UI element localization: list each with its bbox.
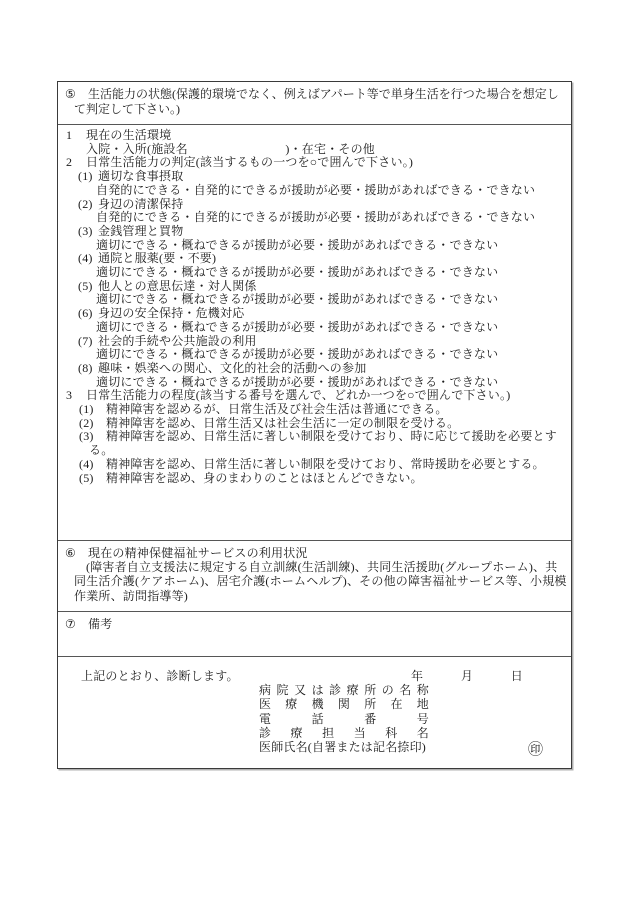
- judgment-item-label: 身辺の安全保持・危機対応: [98, 306, 245, 321]
- current-environment-heading: [66, 129, 567, 143]
- section-6-number: ⑥: [65, 546, 76, 560]
- degree-item-row: [66, 458, 567, 472]
- judgment-item-number: (8): [78, 360, 93, 375]
- degree-item-text: 精神障害を認めるが、日常生活及び社会生活は普通にできる。: [106, 402, 448, 417]
- section-6-heading: [65, 546, 567, 560]
- judgment-item-number: (5): [78, 278, 93, 293]
- section-5-body: [58, 124, 571, 540]
- signature-field-label: 診療担当科名: [259, 725, 429, 740]
- section-7-heading: [65, 617, 567, 631]
- judgment-item-number: (3): [78, 223, 93, 238]
- section-5-number: ⑤: [65, 87, 76, 101]
- judgment-item-label-row: [66, 252, 567, 266]
- degree-item-text: 精神障害を認め、日常生活に著しい制限を受けており、時に応じて援助を必要とする。: [89, 429, 557, 458]
- signature-field-list: [66, 683, 563, 740]
- daily-degree-heading: [66, 389, 567, 403]
- judgment-item-number: (6): [78, 306, 93, 321]
- judgment-item-label-row: [66, 225, 567, 239]
- date-month-label: 月: [460, 669, 474, 683]
- judgment-item-label: 社会的手続や公共施設の利用: [98, 333, 257, 348]
- signature-field-label: 電話番号: [259, 711, 429, 726]
- judgment-item-options: 適切にできる・概ねできるが援助が必要・援助があればできる・できない: [96, 292, 499, 307]
- signature-section: [58, 656, 571, 768]
- degree-item-row: [66, 403, 567, 417]
- section-5-living-ability-header: [58, 82, 571, 124]
- degree-item-number: (1): [79, 402, 94, 417]
- judgment-item-label: 通院と服薬(要・不要): [98, 251, 217, 266]
- diagnosis-statement: 上記のとおり、診断します。: [81, 669, 239, 683]
- degree-item-number: (5): [79, 470, 94, 485]
- judgment-item-label: 適切な食事摂取: [98, 169, 184, 184]
- degree-item-number: (4): [79, 456, 94, 471]
- section-6-welfare-services: [58, 540, 571, 611]
- judgment-item-label: 金銭管理と買物: [98, 223, 184, 238]
- date-year-label: 年: [411, 669, 424, 683]
- signature-field-label: 医療機関所在地: [259, 697, 429, 712]
- date-day-label: 日: [510, 669, 523, 683]
- diagnosis-form: [57, 81, 572, 769]
- judgment-item-label-row: [66, 362, 567, 376]
- section-7-number: ⑦: [65, 617, 76, 631]
- judgment-item-label: 他人との意思伝達・対人関係: [98, 278, 257, 293]
- daily-judgment-title: 日常生活能力の判定(該当するもの一つを○で囲んで下さい。): [86, 155, 414, 170]
- judgment-item-options: 適切にできる・概ねできるが援助が必要・援助があればできる・できない: [96, 374, 499, 389]
- signature-statement-row: [66, 669, 563, 683]
- degree-item-text: 精神障害を認め、日常生活又は社会生活に一定の制限を受ける。: [106, 415, 460, 430]
- seal-stamp-icon: ㊞: [528, 742, 544, 758]
- current-environment-number: 1: [66, 128, 73, 142]
- degree-item-list: [66, 403, 567, 485]
- judgment-item-options: 適切にできる・概ねできるが援助が必要・援助があればできる・できない: [96, 347, 499, 362]
- current-environment-title: 現在の生活環境: [86, 128, 172, 142]
- judgment-item-label-row: [66, 307, 567, 321]
- section-6-title: 現在の精神保健福祉サービスの利用状況: [88, 546, 308, 560]
- judgment-item-number: (1): [78, 169, 93, 184]
- daily-degree-number: 3: [66, 388, 73, 403]
- degree-item-number: (3): [79, 429, 94, 444]
- daily-judgment-number: 2: [66, 155, 73, 170]
- degree-item-row: [66, 472, 567, 486]
- section-7-remarks: [58, 611, 571, 656]
- judgment-item-options: 自発的にできる・自発的にできるが援助が必要・援助があればできる・できない: [96, 182, 536, 197]
- date-line: [411, 669, 523, 683]
- degree-item-row: [66, 430, 567, 457]
- judgment-item-options: 適切にできる・概ねできるが援助が必要・援助があればできる・できない: [96, 265, 499, 280]
- degree-item-text: 精神障害を認め、日常生活に著しい制限を受けており、常時援助を必要とする。: [106, 456, 545, 471]
- judgment-item-options: 自発的にできる・自発的にできるが援助が必要・援助があればできる・できない: [96, 210, 536, 225]
- section-6-detail: (障害者自立支援法に規定する自立訓練(生活訓練)、共同生活援助(グループホーム)、共同生活介護(ケアホーム)、居宅介護(ホームヘルプ)、その他の障害福祉サービス等、小規模作業所、訪問指導等): [74, 560, 567, 603]
- daily-degree-title: 日常生活能力の程度(該当する番号を選んで、どれか一つを○で囲んで下さい。): [86, 388, 511, 403]
- degree-item-number: (2): [79, 415, 94, 430]
- judgment-item-label: 身辺の清潔保持: [98, 196, 184, 211]
- judgment-item-label-row: [66, 170, 567, 184]
- degree-item-text: 精神障害を認め、身のまわりのことはほとんどできない。: [106, 470, 423, 485]
- judgment-item-list: [66, 170, 567, 389]
- judgment-item-options: 適切にできる・概ねできるが援助が必要・援助があればできる・できない: [96, 319, 499, 334]
- current-environment-options: 入院・入所(施設名 )・在宅・その他: [86, 141, 375, 156]
- judgment-item-number: (2): [78, 196, 93, 211]
- signature-field-label: 病院又は診療所の名称: [259, 683, 429, 698]
- judgment-item-number: (7): [78, 333, 93, 348]
- judgment-item-number: (4): [78, 251, 93, 266]
- judgment-item-options: 適切にできる・概ねできるが援助が必要・援助があればできる・できない: [96, 237, 499, 252]
- judgment-item-label: 趣味・娯楽への関心、文化的社会的活動への参加: [98, 360, 367, 375]
- section-5-heading: [65, 87, 567, 116]
- section-5-title: 生活能力の状態(保護的環境でなく、例えばアパート等で単身生活を行つた場合を想定して判定して下さい。): [74, 87, 559, 116]
- doctor-name-field-label: 医師氏名(自署または記名捺印): [259, 740, 426, 755]
- section-7-title: 備考: [88, 617, 113, 631]
